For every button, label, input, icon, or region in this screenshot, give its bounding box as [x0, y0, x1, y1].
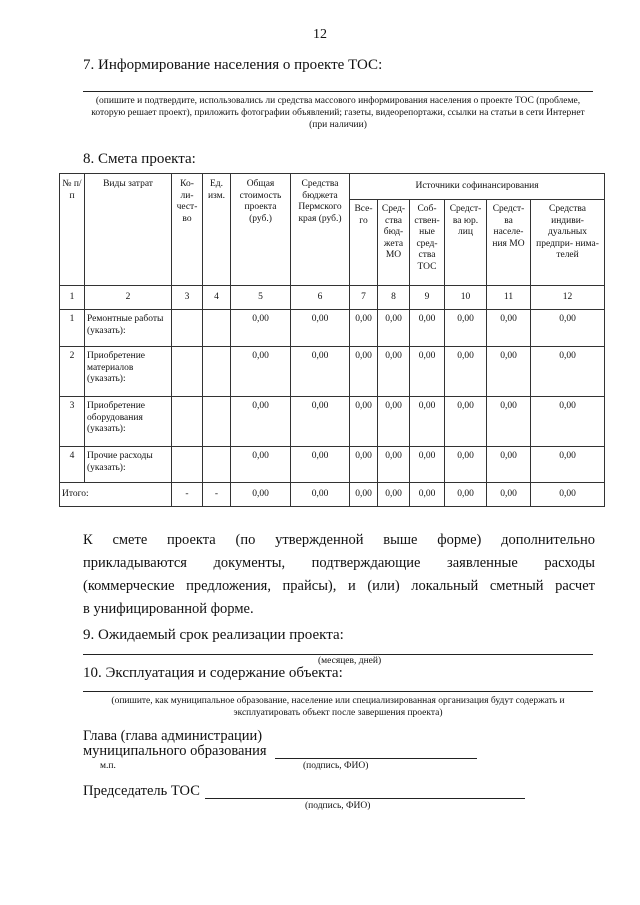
- value-cell: 0,00: [231, 310, 291, 347]
- value-cell: 0,00: [291, 310, 350, 347]
- total-value: 0,00: [291, 483, 350, 507]
- total-value: 0,00: [445, 483, 487, 507]
- header-types: Виды затрат: [85, 174, 172, 286]
- value-cell: 0,00: [487, 310, 531, 347]
- header-sources: Источники софинансирования: [350, 174, 605, 200]
- value-cell: 0,00: [378, 447, 410, 483]
- section8-title: 8. Смета проекта:: [83, 151, 196, 167]
- paragraph-line: прикладываются документы, подтверждающие заявленные расходы: [83, 555, 595, 571]
- value-cell: 0,00: [487, 397, 531, 447]
- unit-cell[interactable]: [203, 397, 231, 447]
- header-total: Общая стоимость проекта (руб.): [231, 174, 291, 286]
- section10-title: 10. Эксплуатация и содержание объекта:: [83, 665, 343, 681]
- section7-title: 7. Информирование населения о проекте ТОС:: [83, 57, 383, 73]
- header-tos-own: Соб- ствен- ные сред- ства ТОС: [410, 200, 445, 286]
- value-cell: 0,00: [531, 310, 605, 347]
- value-cell: 0,00: [231, 397, 291, 447]
- col-number: 12: [531, 286, 605, 310]
- value-cell: 0,00: [410, 310, 445, 347]
- row-number: 1: [60, 310, 85, 347]
- col-number: 9: [410, 286, 445, 310]
- unit-cell[interactable]: [203, 447, 231, 483]
- value-cell: 0,00: [487, 447, 531, 483]
- value-cell: 0,00: [531, 397, 605, 447]
- value-cell: 0,00: [231, 347, 291, 397]
- value-cell: 0,00: [410, 347, 445, 397]
- value-cell: 0,00: [378, 347, 410, 397]
- qty-cell[interactable]: [172, 447, 203, 483]
- value-cell: 0,00: [445, 310, 487, 347]
- chair-signature-line[interactable]: [205, 798, 525, 799]
- total-value: 0,00: [350, 483, 378, 507]
- row-number: 3: [60, 397, 85, 447]
- paragraph-line: в унифицированной форме.: [83, 601, 254, 617]
- total-row: [60, 483, 605, 507]
- value-cell: 0,00: [410, 447, 445, 483]
- value-cell: 0,00: [410, 397, 445, 447]
- value-cell: 0,00: [350, 347, 378, 397]
- col-number: 6: [291, 286, 350, 310]
- total-unit: -: [203, 483, 231, 507]
- value-cell: 0,00: [291, 397, 350, 447]
- value-cell: 0,00: [445, 397, 487, 447]
- col-number: 2: [85, 286, 172, 310]
- col-number: 11: [487, 286, 531, 310]
- head-signature-line[interactable]: [275, 758, 477, 759]
- stamp-place-label: м.п.: [100, 761, 116, 771]
- col-number: 10: [445, 286, 487, 310]
- chair-signature-note: (подпись, ФИО): [305, 801, 371, 811]
- cost-type: Прочие расходы (указать):: [85, 447, 172, 483]
- qty-cell[interactable]: [172, 347, 203, 397]
- section9-note: (месяцев, дней): [318, 656, 382, 666]
- table-row: [60, 397, 605, 447]
- unit-cell[interactable]: [203, 347, 231, 397]
- total-value: 0,00: [410, 483, 445, 507]
- value-cell: 0,00: [531, 447, 605, 483]
- value-cell: 0,00: [378, 310, 410, 347]
- paragraph-line: К смете проекта (по утвержденной выше форме) дополнительно: [83, 532, 595, 548]
- total-qty: -: [172, 483, 203, 507]
- total-value: 0,00: [487, 483, 531, 507]
- table-row: [60, 447, 605, 483]
- head-signature-note: (подпись, ФИО): [303, 761, 369, 771]
- paragraph-line: (коммерческие предложения, прайсы), и (или) локальный сметный расчет: [83, 578, 595, 594]
- header-perm: Средства бюджета Пермского края (руб.): [291, 174, 350, 286]
- head-title-line2: муниципального образования: [83, 743, 267, 759]
- col-number: 4: [203, 286, 231, 310]
- section10-note: (опишите, как муниципальное образование, население или специализированная организация будут содержать и эксплуатировать объект после завершения проекта): [111, 696, 565, 718]
- total-label: Итого:: [60, 483, 172, 507]
- section7-fill-line[interactable]: [83, 91, 593, 92]
- section10-fill-line[interactable]: [83, 691, 593, 692]
- header-all: Все- го: [350, 200, 378, 286]
- header-mo-budget: Сред- ства бюд- жета МО: [378, 200, 410, 286]
- value-cell: 0,00: [445, 447, 487, 483]
- header-qty: Ко- ли- чест- во: [172, 174, 203, 286]
- cost-type: Ремонтные работы (указать):: [85, 310, 172, 347]
- col-number: 7: [350, 286, 378, 310]
- value-cell: 0,00: [231, 447, 291, 483]
- value-cell: 0,00: [445, 347, 487, 397]
- col-number: 1: [60, 286, 85, 310]
- row-number: 4: [60, 447, 85, 483]
- qty-cell[interactable]: [172, 397, 203, 447]
- col-number: 3: [172, 286, 203, 310]
- head-title-line1: Глава (глава администрации): [83, 728, 263, 744]
- section9-fill-line[interactable]: [83, 654, 593, 655]
- value-cell: 0,00: [531, 347, 605, 397]
- unit-cell[interactable]: [203, 310, 231, 347]
- chair-title: Председатель ТОС: [83, 783, 200, 799]
- table-row: [60, 310, 605, 347]
- total-value: 0,00: [531, 483, 605, 507]
- header-entrepreneurs: Средства индиви- дуальных предпри- нима- телей: [531, 200, 605, 286]
- section9-title: 9. Ожидаемый срок реализации проекта:: [83, 627, 344, 643]
- value-cell: 0,00: [378, 397, 410, 447]
- value-cell: 0,00: [350, 397, 378, 447]
- estimate-table: [59, 173, 605, 507]
- table-row: [60, 347, 605, 397]
- section7-note: (опишите и подтвердите, использовались ли средства массового информирования населения о проекте ТОС (проблеме, которую решает проект), приложить фотографии объявлений; газеты, видеорепортажи, ссылки на статьи в сети Интернет (при наличии): [91, 96, 585, 130]
- page-number: 12: [313, 27, 327, 42]
- col-number: 8: [378, 286, 410, 310]
- total-value: 0,00: [231, 483, 291, 507]
- header-unit: Ед. изм.: [203, 174, 231, 286]
- qty-cell[interactable]: [172, 310, 203, 347]
- header-legal: Средст- ва юр. лиц: [445, 200, 487, 286]
- attachment-paragraph: [83, 529, 595, 621]
- header-no: № п/п: [60, 174, 85, 286]
- row-number: 2: [60, 347, 85, 397]
- value-cell: 0,00: [350, 447, 378, 483]
- value-cell: 0,00: [350, 310, 378, 347]
- value-cell: 0,00: [291, 447, 350, 483]
- total-value: 0,00: [378, 483, 410, 507]
- value-cell: 0,00: [291, 347, 350, 397]
- col-number: 5: [231, 286, 291, 310]
- cost-type: Приобретение оборудования (указать):: [85, 397, 172, 447]
- header-population: Средст- ва населе- ния МО: [487, 200, 531, 286]
- cost-type: Приобретение материалов (указать):: [85, 347, 172, 397]
- value-cell: 0,00: [487, 347, 531, 397]
